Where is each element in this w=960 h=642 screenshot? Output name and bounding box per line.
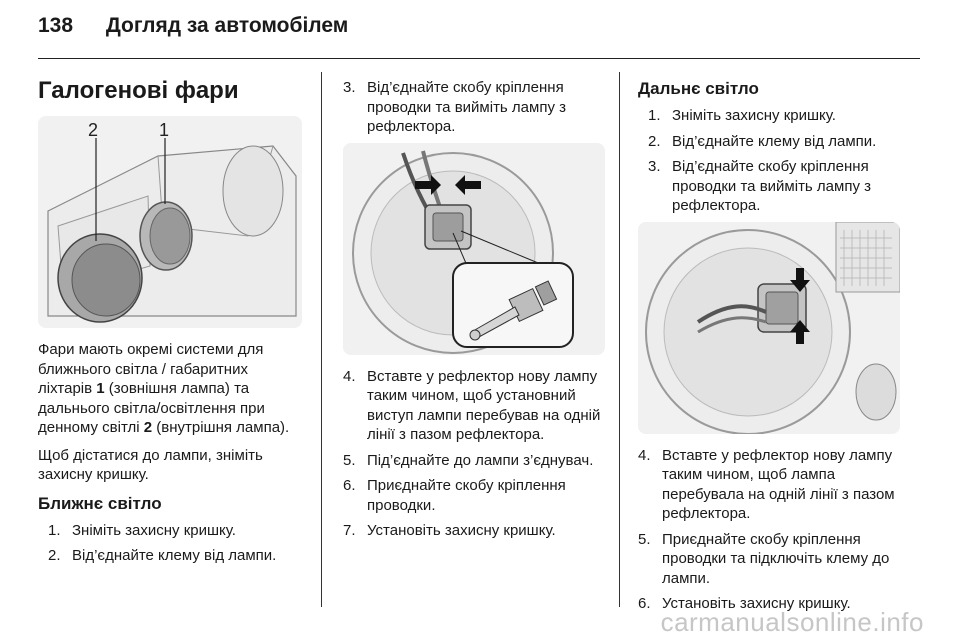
page-title: Догляд за автомобілем [105,14,349,37]
list-item: 3. Від’єднайте скобу кріплення проводки та вийміть лампу з рефлектора. [343,79,566,135]
page-number: 138 [38,14,74,37]
list-item: 2. Від’єднайте клему від лампи. [648,132,877,150]
column-divider-1 [321,72,322,607]
middle-column [343,78,605,547]
intro-paragraph: Фари мають окремі системи для ближнього світла / габаритних ліхтарів 1 (зовнішня лампа) та дальнього світла/освітлення при денному світлі 2 (внутрішня лампа). [38,341,290,436]
list-item: 4. Вставте у рефлектор нову лампу таким чином, щоб установний виступ лампи перебував на одній лінії з пазом рефлектора. [343,367,601,443]
watermark: carmanualsonline.info [660,607,924,637]
cover-cap-1 [140,202,192,270]
cover-cap-2 [58,234,142,322]
low-beam-bulb-illustration [343,143,605,355]
section-heading: Галогенові фари [38,77,239,104]
list-item: 1. Зніміть захисну кришку. [48,521,236,539]
headlight-illustration [38,116,302,328]
list-item: 5. Під’єднайте до лампи з’єднувач. [343,451,594,469]
page-header [38,14,348,38]
high-beam-steps-final [638,446,908,614]
header-rule [38,58,920,59]
list-item: 1. Зніміть захисну кришку. [648,107,836,124]
high-beam-bulb-illustration [638,222,900,434]
low-beam-heading: Ближнє світло [38,493,162,513]
low-beam-steps-continued [343,78,605,137]
list-item: 6. Установіть захисну кришку. [638,595,851,612]
right-column [638,78,908,620]
column-divider-2 [619,72,620,607]
access-paragraph: Щоб дістатися до лампи, зніміть захисну кришку. [38,446,263,483]
list-item: 5. Приєднайте скобу кріплення проводки та підключіть клему до лампи. [638,530,890,587]
list-item: 2. Від’єднайте клему від лампи. [48,547,277,564]
left-column [38,76,306,572]
list-item: 3. Від’єднайте скобу кріплення проводки та вийміть лампу з рефлектора. [648,158,871,214]
list-item: 4. Вставте у рефлектор нову лампу таким чином, щоб лампа перебувала на одній лінії з пазом рефлектора. [638,446,895,522]
list-item: 7. Установіть захисну кришку. [343,522,556,539]
high-beam-heading: Дальнє світло [638,79,759,98]
low-beam-steps-final [343,367,605,541]
callout-label-2: 2 [88,120,99,140]
callout-label-1: 1 [159,120,170,140]
high-beam-steps [638,106,908,216]
list-item: 6. Приєднайте скобу кріплення проводки. [343,477,566,514]
low-beam-steps [38,521,306,566]
